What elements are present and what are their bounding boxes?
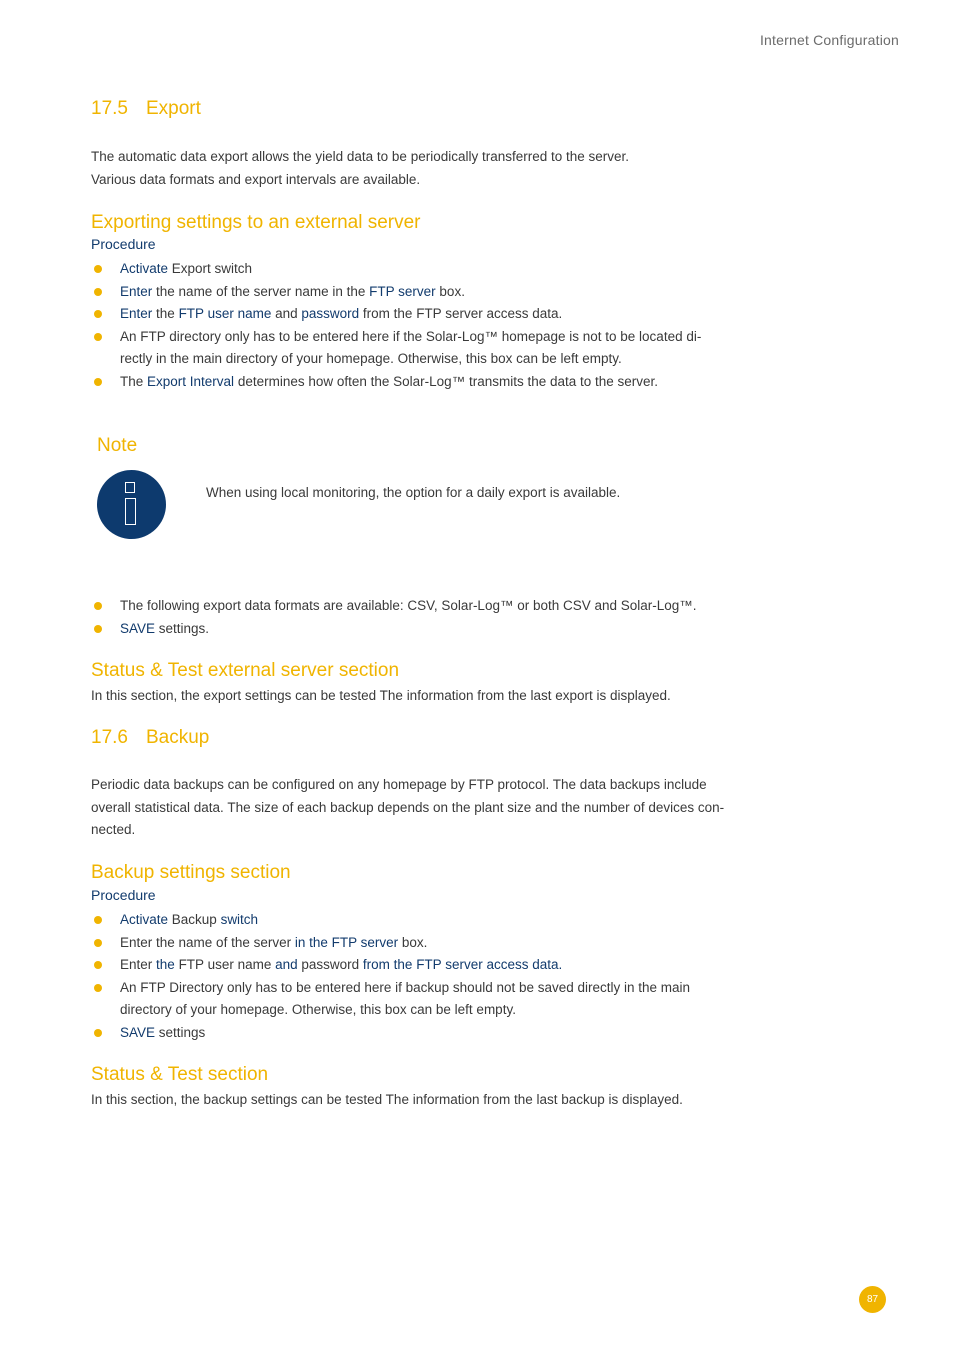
term: Export Interval	[147, 373, 235, 389]
section-title: Export	[146, 98, 201, 119]
list-item	[91, 932, 811, 955]
page-number: 87	[859, 1286, 886, 1313]
list-item	[91, 618, 811, 641]
term: the	[156, 957, 175, 972]
procedure-label: Procedure	[91, 236, 156, 252]
text-line: rectly in the main directory of your homepage. Otherwise, this box can be left empty.	[120, 351, 622, 366]
term: SAVE	[120, 1024, 156, 1040]
text: box.	[435, 283, 465, 299]
list-item	[91, 909, 811, 932]
list-item	[91, 326, 811, 371]
section-number: 17.6	[91, 727, 128, 748]
status-backup-text: In this section, the backup settings can be tested The information from the last backup is displayed.	[91, 1092, 683, 1107]
list-item: The following export data formats are available: CSV, Solar-Log™ or both CSV and Solar-Log™.	[91, 595, 811, 618]
export-intro-line-1: The automatic data export allows the yield data to be periodically transferred to the server.	[91, 149, 630, 164]
text: box.	[398, 934, 428, 950]
term: SAVE	[120, 620, 156, 636]
term: and	[275, 957, 298, 972]
text: settings	[155, 1024, 206, 1040]
procedure-label: Procedure	[91, 887, 156, 903]
text-line: directory of your homepage. Otherwise, this box can be left empty.	[120, 1002, 516, 1017]
term: Activate	[120, 261, 169, 276]
note-title: Note	[97, 435, 138, 456]
backup-procedure-list	[91, 909, 811, 1044]
text: Enter the name of the server	[120, 934, 295, 950]
text-line: An FTP directory only has to be entered here if the Solar-Log™ homepage is not to be located di-	[120, 328, 702, 344]
term: switch	[220, 912, 259, 927]
subheading-status-backup: Status & Test section	[91, 1064, 269, 1085]
export-procedure-list	[91, 258, 811, 393]
list-item	[91, 1022, 811, 1045]
note-text: When using local monitoring, the option for a daily export is available.	[206, 485, 621, 500]
term: .	[558, 957, 563, 972]
list-item	[91, 258, 811, 281]
text: password	[297, 957, 363, 972]
section-number: 17.5	[91, 98, 128, 119]
export-intro	[91, 146, 821, 191]
section-title: Backup	[146, 727, 210, 748]
export-intro-line-2: Various data formats and export intervals are available.	[91, 171, 421, 187]
list-item	[91, 371, 811, 394]
status-export-text: In this section, the export settings can be tested The information from the last export is displayed.	[91, 688, 671, 703]
text: Export switch	[168, 261, 253, 276]
info-icon	[97, 470, 166, 539]
term: FTP server	[369, 283, 436, 299]
term: Activate	[120, 912, 169, 927]
text: and	[271, 306, 302, 321]
subheading-backup-settings: Backup settings section	[91, 862, 291, 883]
text: determines how often the Solar-Log™ transmits the data to the server.	[234, 373, 659, 389]
term: password	[301, 306, 360, 321]
term: from the FTP server access data	[362, 957, 559, 972]
section-heading-backup	[91, 727, 209, 749]
term: FTP user name	[178, 306, 272, 321]
subheading-status-export: Status & Test external server section	[91, 660, 400, 681]
backup-intro	[91, 774, 821, 842]
section-heading-export	[91, 98, 201, 120]
text: FTP user name	[174, 957, 276, 972]
term: Enter	[120, 306, 153, 321]
backup-intro-line: nected.	[91, 822, 136, 837]
subheading-export-settings: Exporting settings to an external server	[91, 212, 421, 233]
list-item	[91, 977, 811, 1022]
export-format-list	[91, 595, 811, 640]
text: the	[152, 306, 179, 321]
text: Backup	[168, 912, 221, 927]
list-item	[91, 954, 811, 977]
text-line: An FTP Directory only has to be entered here if backup should not be saved directly in the main	[120, 979, 691, 995]
text: settings.	[155, 620, 210, 636]
term: Enter	[120, 283, 153, 299]
backup-intro-line: Periodic data backups can be configured on any homepage by FTP protocol. The data backups include	[91, 777, 707, 792]
running-header: Internet Configuration	[759, 32, 899, 48]
text: The	[120, 373, 148, 389]
list-item	[91, 281, 811, 304]
list-item	[91, 303, 811, 326]
text: Enter	[120, 957, 157, 972]
term: in the FTP server	[294, 934, 399, 950]
text: from the FTP server access data.	[359, 306, 563, 321]
text: the name of the server name in the	[152, 283, 370, 299]
backup-intro-line: overall statistical data. The size of each backup depends on the plant size and the number of devices con-	[91, 799, 725, 815]
